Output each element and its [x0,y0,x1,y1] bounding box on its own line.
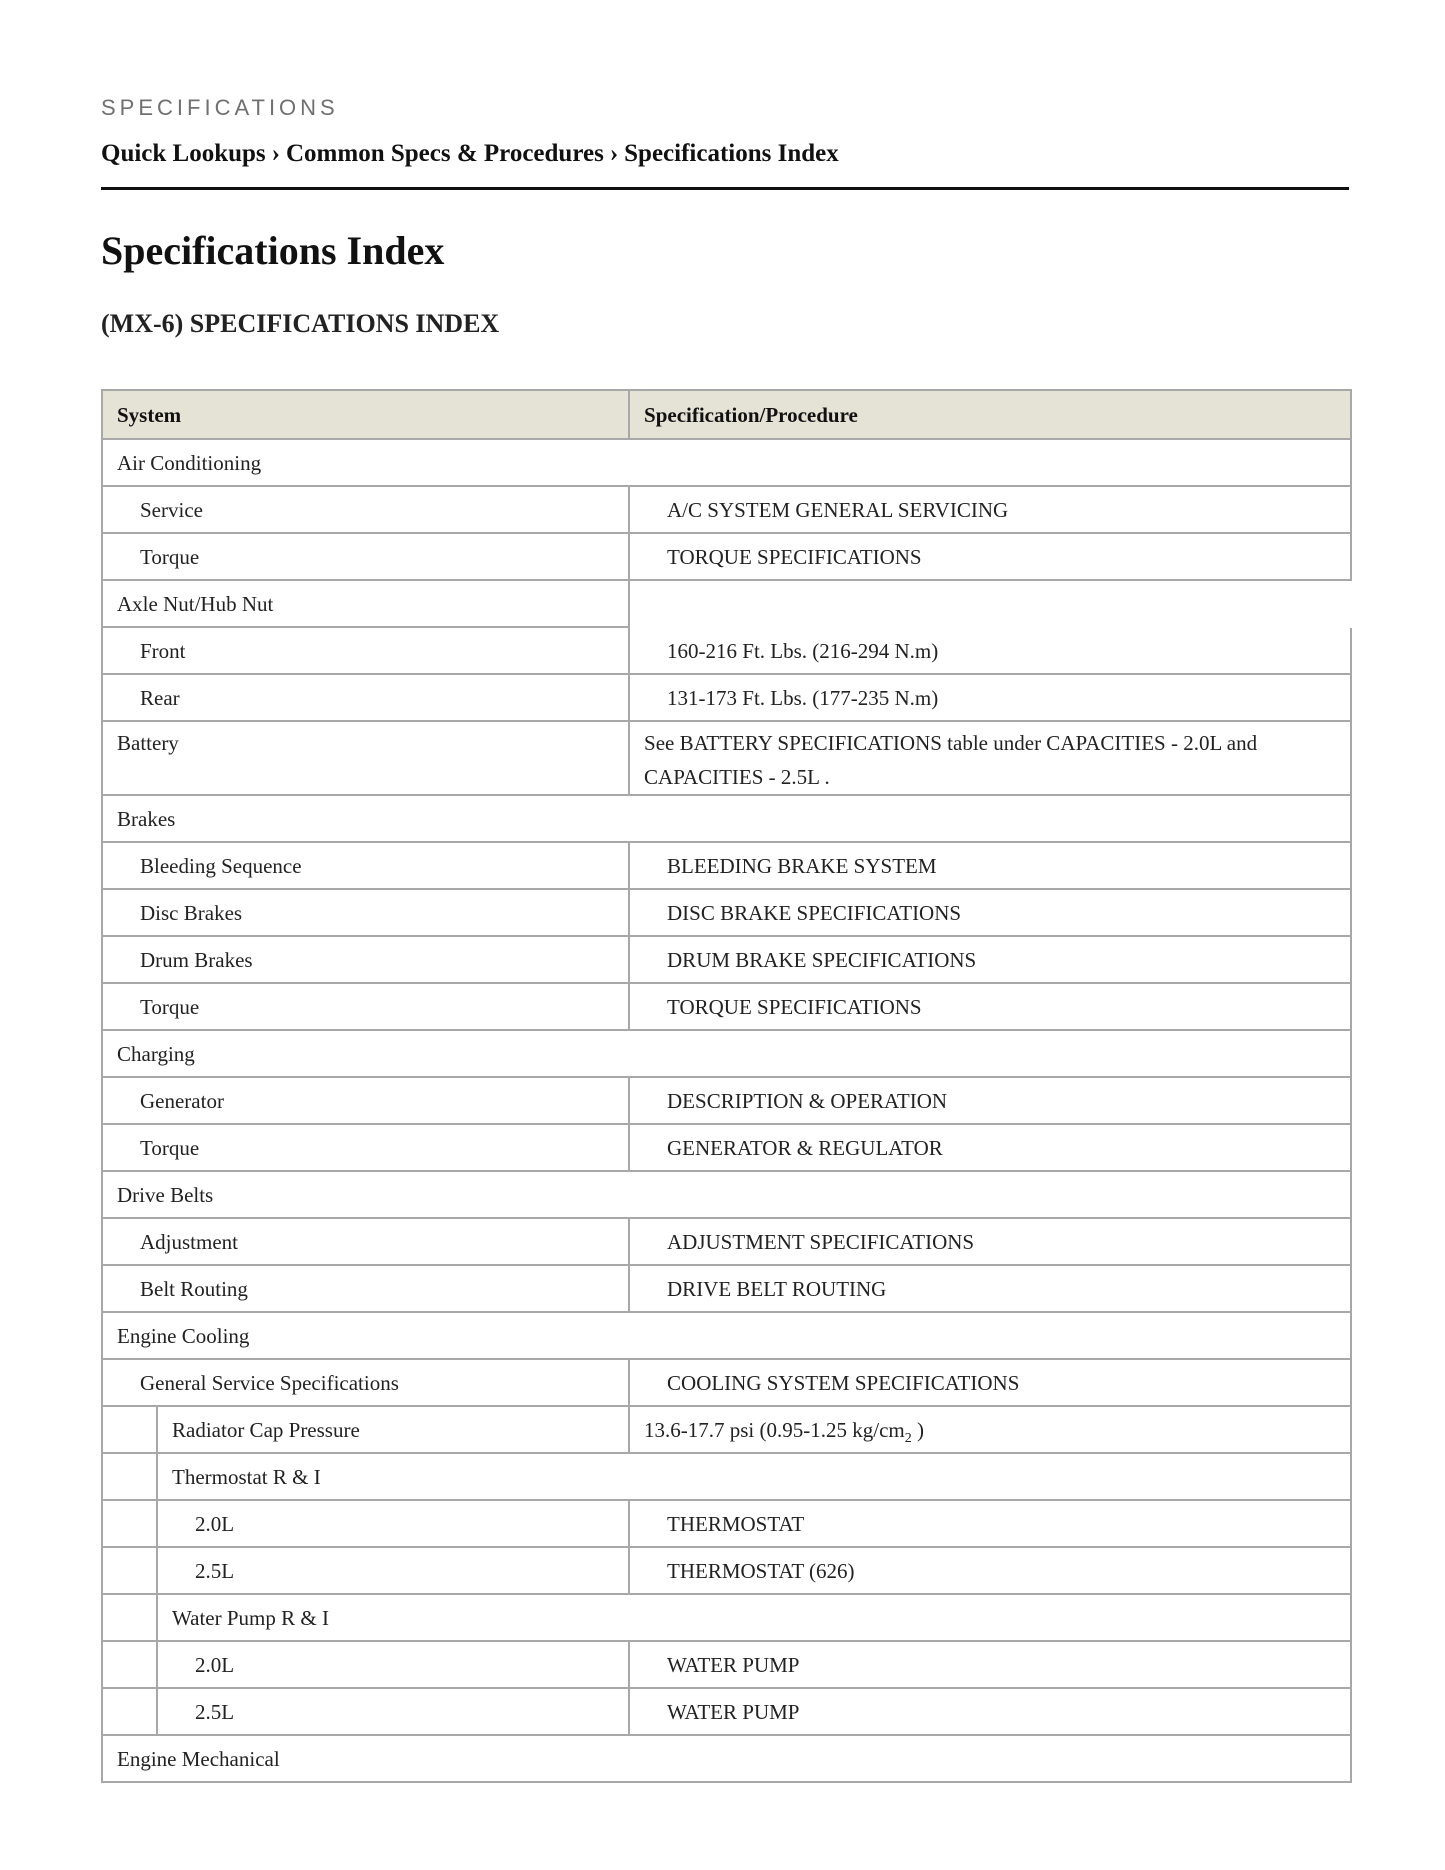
system-cell: Service [102,486,629,533]
spec-value-subscript: 2 [904,1430,912,1446]
header-divider [101,187,1349,190]
system-cell: General Service Specifications [102,1359,629,1406]
spec-link[interactable]: GENERATOR & REGULATOR [629,1124,1351,1171]
group-label-brakes: Brakes [102,795,1351,842]
group-label-charging: Charging [102,1030,1351,1077]
spec-link[interactable]: THERMOSTAT [629,1500,1351,1547]
table-row [102,1077,1351,1124]
indent-gutter [102,1547,157,1594]
table-row [102,721,1351,795]
table-row [102,983,1351,1030]
system-cell: Rear [102,674,629,721]
system-cell: Belt Routing [102,1265,629,1312]
breadcrumb-separator: › [609,140,619,167]
table-row-group [102,1453,1351,1500]
spec-value [629,1406,1351,1453]
system-cell: Radiator Cap Pressure [157,1406,629,1453]
spec-link[interactable]: WATER PUMP [629,1641,1351,1688]
spec-link[interactable]: DISC BRAKE SPECIFICATIONS [629,889,1351,936]
system-cell: Battery [102,721,629,795]
system-cell: 2.5L [157,1547,629,1594]
spec-value-text: 13.6-17.7 psi (0.95-1.25 kg/cm [644,1417,905,1442]
breadcrumb-item-current: Specifications Index [624,140,839,167]
table-row-group [102,439,1351,486]
table-row [102,842,1351,889]
group-label-engine-mechanical: Engine Mechanical [102,1735,1351,1782]
group-label-engine-cooling: Engine Cooling [102,1312,1351,1359]
table-row-group [102,580,1351,627]
document-subtitle: (MX-6) SPECIFICATIONS INDEX [101,309,500,338]
system-cell: Bleeding Sequence [102,842,629,889]
spec-link[interactable]: COOLING SYSTEM SPECIFICATIONS [629,1359,1351,1406]
spec-link[interactable]: WATER PUMP [629,1688,1351,1735]
breadcrumb-item-common-specs[interactable]: Common Specs & Procedures [286,140,604,167]
table-row [102,1547,1351,1594]
spec-value: See BATTERY SPECIFICATIONS table under CAPACITIES - 2.0L and CAPACITIES - 2.5L . [629,721,1351,795]
table-row [102,1641,1351,1688]
system-cell: Drum Brakes [102,936,629,983]
spec-link[interactable]: DRUM BRAKE SPECIFICATIONS [629,936,1351,983]
indent-gutter [102,1500,157,1547]
section-label: SPECIFICATIONS [101,95,339,120]
group-label-drive-belts: Drive Belts [102,1171,1351,1218]
group-label-air-conditioning: Air Conditioning [102,439,1351,486]
table-row-group [102,1735,1351,1782]
spec-value: 160-216 Ft. Lbs. (216-294 N.m) [629,627,1351,674]
spec-link[interactable]: DRIVE BELT ROUTING [629,1265,1351,1312]
breadcrumb [101,139,839,169]
indent-gutter [102,1688,157,1735]
spec-value: 131-173 Ft. Lbs. (177-235 N.m) [629,674,1351,721]
system-cell: Torque [102,533,629,580]
table-row [102,1265,1351,1312]
table-row-group [102,795,1351,842]
indent-gutter [102,1641,157,1688]
spec-link[interactable]: BLEEDING BRAKE SYSTEM [629,842,1351,889]
system-cell: 2.0L [157,1500,629,1547]
spec-link[interactable]: A/C SYSTEM GENERAL SERVICING [629,486,1351,533]
system-cell: 2.5L [157,1688,629,1735]
empty-cell [629,580,1351,627]
page-title: Specifications Index [101,228,445,273]
table-row-group [102,1030,1351,1077]
breadcrumb-item-quick-lookups[interactable]: Quick Lookups [101,140,266,167]
group-label-water-pump: Water Pump R & I [157,1594,1351,1641]
spec-link[interactable]: TORQUE SPECIFICATIONS [629,533,1351,580]
indent-gutter [102,1453,157,1500]
table-row [102,1500,1351,1547]
table-header-row [102,390,1351,439]
spec-link[interactable]: ADJUSTMENT SPECIFICATIONS [629,1218,1351,1265]
table-row-group [102,1171,1351,1218]
column-header-system: System [102,390,629,439]
spec-value-text-end: ) [911,1417,924,1442]
table-row [102,1688,1351,1735]
system-cell: Adjustment [102,1218,629,1265]
breadcrumb-separator: › [271,140,280,167]
table-row [102,889,1351,936]
system-cell: Torque [102,1124,629,1171]
table-row [102,936,1351,983]
system-cell: Disc Brakes [102,889,629,936]
system-cell: Torque [102,983,629,1030]
group-label-thermostat: Thermostat R & I [157,1453,1351,1500]
spec-link[interactable]: DESCRIPTION & OPERATION [629,1077,1351,1124]
table-row [102,1406,1351,1453]
indent-gutter [102,1594,157,1641]
table-row [102,674,1351,721]
group-label-axle-nut: Axle Nut/Hub Nut [102,580,629,627]
specifications-table [101,389,1352,1783]
table-row-group [102,1312,1351,1359]
table-row [102,1359,1351,1406]
system-cell: 2.0L [157,1641,629,1688]
table-row-group [102,1594,1351,1641]
table-row [102,627,1351,674]
table-row [102,1218,1351,1265]
indent-gutter [102,1406,157,1453]
system-cell: Generator [102,1077,629,1124]
system-cell: Front [102,627,629,674]
spec-link[interactable]: THERMOSTAT (626) [629,1547,1351,1594]
table-row [102,1124,1351,1171]
spec-link[interactable]: TORQUE SPECIFICATIONS [629,983,1351,1030]
table-row [102,486,1351,533]
table-row [102,533,1351,580]
column-header-specification: Specification/Procedure [629,390,1351,439]
